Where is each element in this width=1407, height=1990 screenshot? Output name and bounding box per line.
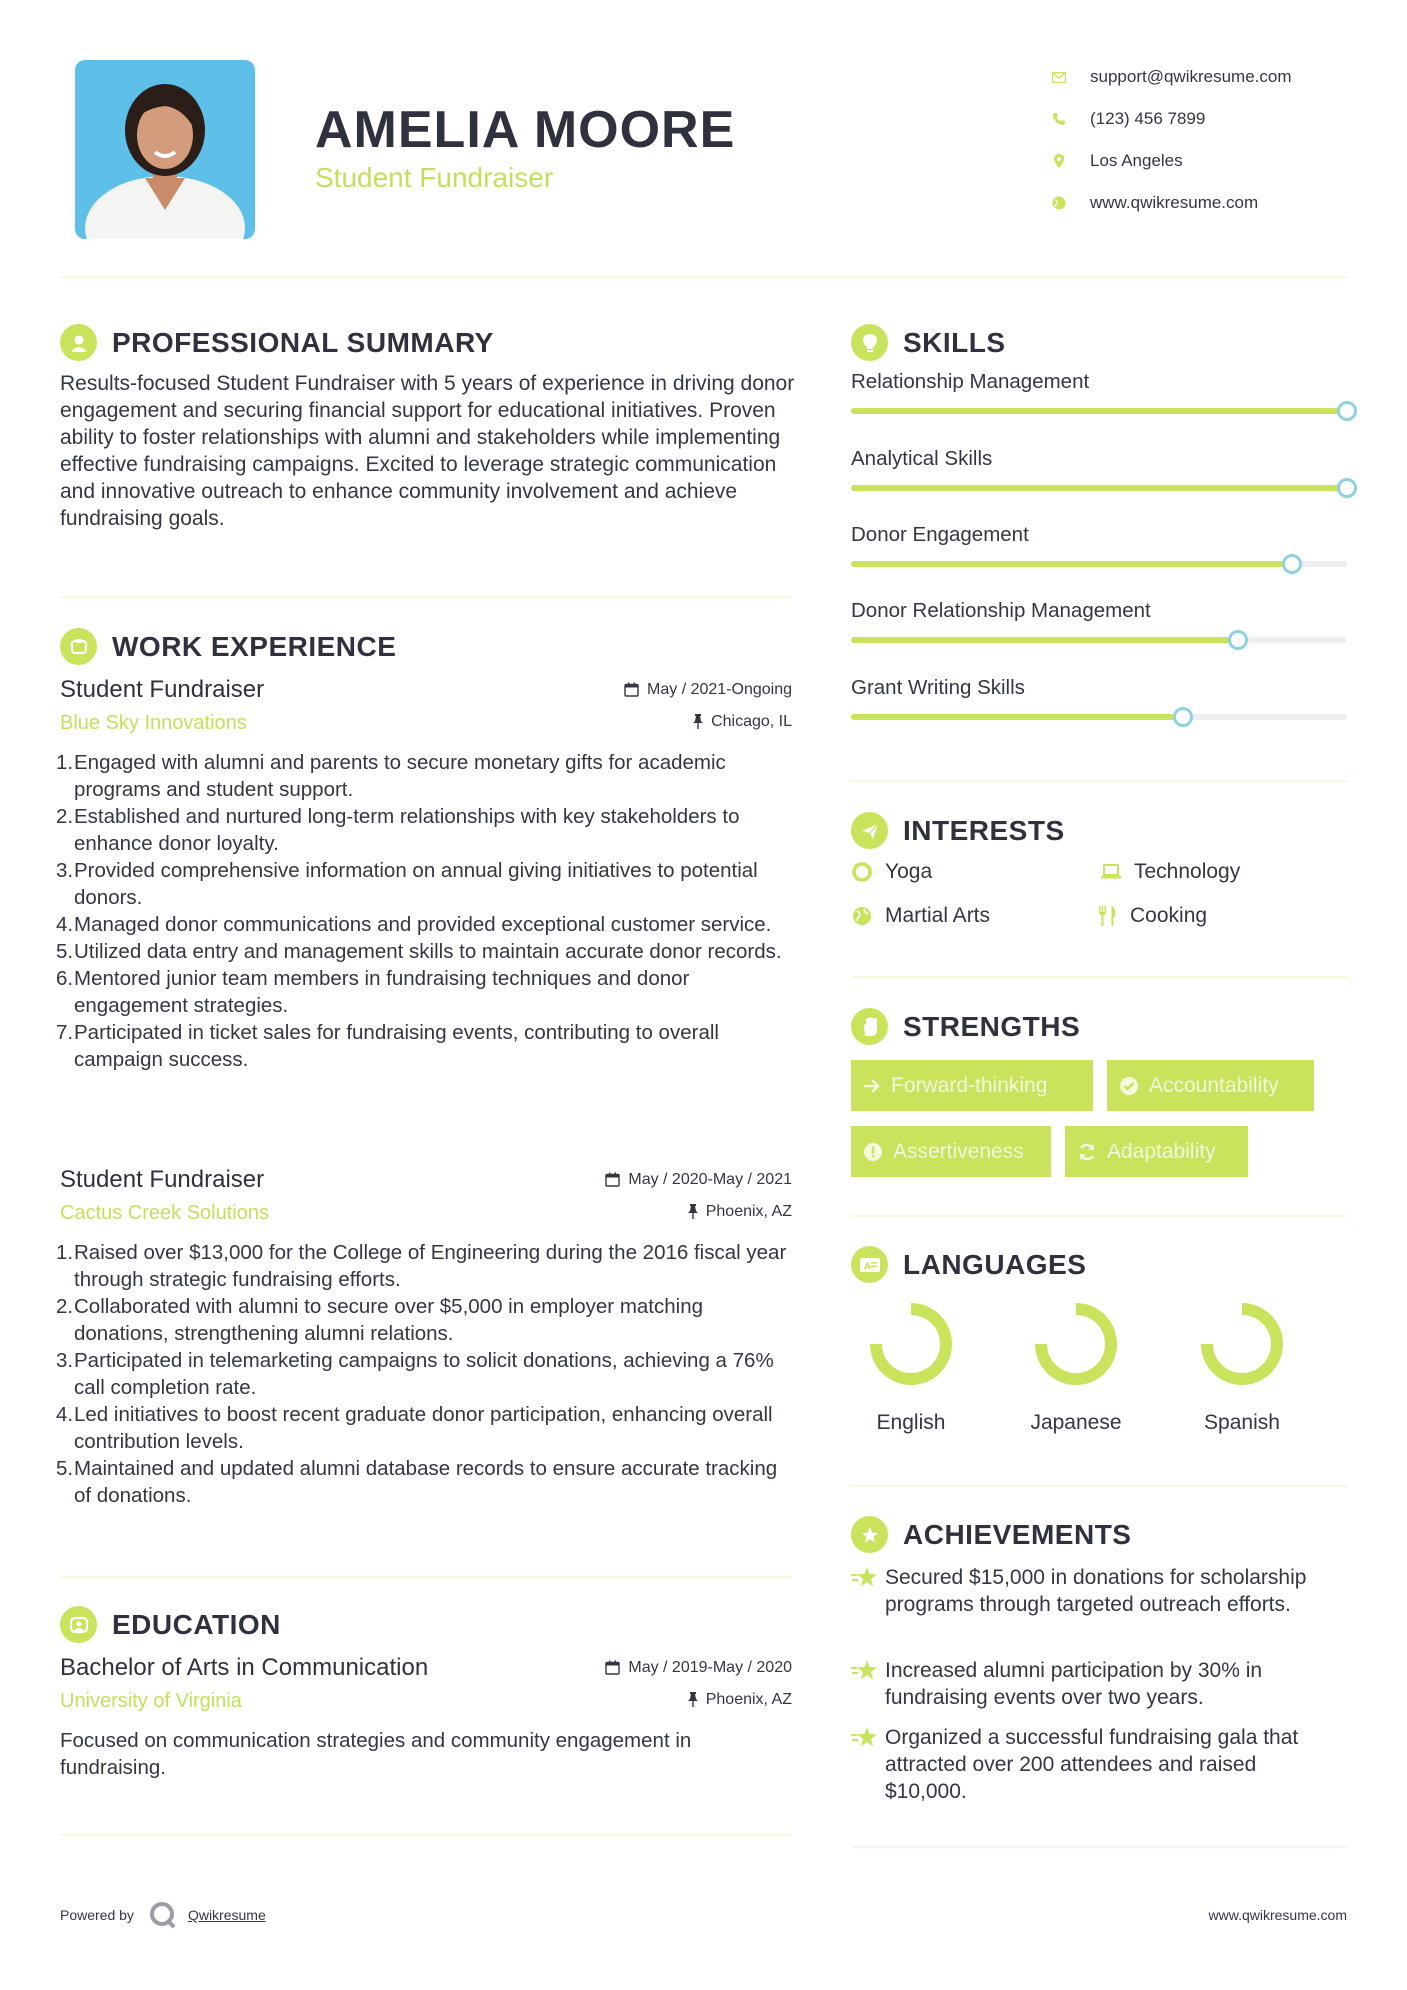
strength-chip bbox=[1065, 1126, 1248, 1177]
header-divider bbox=[60, 276, 1348, 278]
job-bullet-list bbox=[56, 749, 792, 1073]
strength-chip bbox=[1107, 1060, 1314, 1111]
strength-label: Adaptability bbox=[1107, 1139, 1216, 1163]
briefcase-icon bbox=[60, 628, 97, 665]
strength-label: Accountability bbox=[1149, 1073, 1279, 1097]
interests-divider bbox=[851, 976, 1348, 978]
job-date-text: May / 2020-May / 2021 bbox=[628, 1170, 792, 1188]
language-label: English bbox=[876, 1411, 946, 1434]
profile-photo bbox=[75, 60, 255, 239]
star-icon bbox=[851, 1564, 885, 1618]
calendar-icon bbox=[605, 1172, 620, 1187]
education-location bbox=[688, 1691, 792, 1709]
achievement-item bbox=[851, 1564, 1331, 1618]
user-icon bbox=[60, 324, 97, 361]
contact-location-text: Los Angeles bbox=[1090, 151, 1183, 170]
star-badge-icon bbox=[851, 1516, 888, 1553]
contact-list bbox=[1050, 56, 1292, 224]
list-item: 2. Collaborated with alumni to secure over $5,000 in employer matching donations, strengthening alumni relations. bbox=[56, 1295, 704, 1345]
powered-by-text: Powered by bbox=[60, 1907, 134, 1923]
interests-heading: INTERESTS bbox=[903, 814, 1065, 846]
language-item bbox=[851, 1296, 971, 1435]
graduation-icon bbox=[60, 1606, 97, 1643]
list-item: 5. Maintained and updated alumni database records to ensure accurate tracking of donations. bbox=[56, 1457, 778, 1507]
skill-bar-knob bbox=[1173, 707, 1193, 727]
skill-name: Donor Engagement bbox=[851, 523, 1029, 546]
job-bullet-list bbox=[56, 1239, 792, 1509]
skill-bar-knob bbox=[1337, 478, 1357, 498]
interest-label: Technology bbox=[1134, 860, 1241, 883]
summary-heading: PROFESSIONAL SUMMARY bbox=[112, 326, 494, 358]
job-role: Student Fundraiser bbox=[60, 1166, 265, 1193]
job-date bbox=[605, 1171, 792, 1189]
mail-icon bbox=[1050, 68, 1068, 86]
skill-bar bbox=[851, 408, 1347, 414]
skill-name: Grant Writing Skills bbox=[851, 676, 1025, 699]
contact-phone[interactable] bbox=[1050, 98, 1292, 140]
footer-branding bbox=[60, 1900, 266, 1930]
lightbulb-icon bbox=[851, 324, 888, 361]
list-item: 5. Utilized data entry and management skills to maintain accurate donor records. bbox=[56, 940, 782, 963]
skill-item bbox=[851, 676, 1351, 700]
strengths-heading: STRENGTHS bbox=[903, 1010, 1081, 1042]
job-date-text: May / 2021-Ongoing bbox=[647, 680, 792, 698]
skill-bar-fill bbox=[851, 408, 1347, 414]
summary-divider bbox=[60, 596, 792, 598]
exclamation-circle-icon bbox=[863, 1142, 883, 1162]
skill-bar-fill bbox=[851, 561, 1292, 567]
interests-section-header bbox=[851, 812, 1065, 849]
job-role: Student Fundraiser bbox=[60, 676, 265, 703]
list-item: 7. Participated in ticket sales for fundraising events, contributing to overall campaign success. bbox=[56, 1021, 719, 1071]
education-divider bbox=[60, 1834, 792, 1836]
star-icon bbox=[851, 1724, 885, 1805]
job-location-text: Phoenix, AZ bbox=[705, 1202, 792, 1220]
footer-url[interactable]: www.qwikresume.com bbox=[1208, 1907, 1347, 1923]
pushpin-icon bbox=[693, 714, 703, 729]
utensils-icon bbox=[1096, 905, 1118, 927]
contact-website-text: www.qwikresume.com bbox=[1090, 193, 1259, 212]
language-level-ring bbox=[1016, 1296, 1136, 1396]
job-company: Blue Sky Innovations bbox=[60, 712, 247, 734]
qwikresume-link[interactable]: Qwikresume bbox=[187, 1907, 266, 1923]
list-item: 1. Raised over $13,000 for the College of Engineering during the 2016 fiscal year through strategic fundraising efforts. bbox=[56, 1241, 787, 1291]
lifebuoy-icon bbox=[851, 861, 873, 883]
experience-divider bbox=[60, 1576, 792, 1578]
skill-name: Analytical Skills bbox=[851, 447, 993, 470]
job-location-text: Chicago, IL bbox=[711, 712, 792, 730]
calendar-icon bbox=[605, 1660, 620, 1675]
strength-chip bbox=[851, 1060, 1093, 1111]
language-label: Japanese bbox=[1030, 1411, 1122, 1434]
skill-item bbox=[851, 370, 1351, 394]
skill-bar bbox=[851, 637, 1347, 643]
skill-item bbox=[851, 523, 1351, 547]
education-section-header bbox=[60, 1606, 281, 1643]
contact-website[interactable] bbox=[1050, 182, 1292, 224]
laptop-icon bbox=[1100, 861, 1122, 883]
skill-name: Donor Relationship Management bbox=[851, 599, 1151, 622]
contact-email-text: support@qwikresume.com bbox=[1090, 67, 1292, 86]
list-item: 4. Managed donor communications and provided exceptional customer service. bbox=[56, 913, 772, 936]
languages-section-header bbox=[851, 1246, 1086, 1283]
language-item bbox=[1016, 1296, 1136, 1435]
list-item: 4. Led initiatives to boost recent graduate donor participation, enhancing overall contribution levels. bbox=[56, 1403, 773, 1453]
svg-text:A: A bbox=[863, 1261, 871, 1272]
strengths-section-header bbox=[851, 1008, 1080, 1045]
experience-heading: WORK EXPERIENCE bbox=[112, 630, 397, 662]
strength-label: Assertiveness bbox=[893, 1139, 1024, 1163]
experience-section-header bbox=[60, 628, 396, 665]
strengths-divider bbox=[851, 1215, 1348, 1217]
skills-divider bbox=[851, 780, 1348, 782]
job-company: Cactus Creek Solutions bbox=[60, 1202, 269, 1224]
list-item: 2. Established and nurtured long-term relationships with key stakeholders to enhance donor loyalty. bbox=[56, 805, 740, 855]
achievements-section-header bbox=[851, 1516, 1131, 1553]
skills-heading: SKILLS bbox=[903, 326, 1006, 358]
education-entry bbox=[60, 1654, 792, 1781]
interest-item bbox=[1100, 860, 1240, 884]
interest-label: Yoga bbox=[885, 860, 933, 883]
skill-item bbox=[851, 447, 1351, 471]
calendar-icon bbox=[624, 682, 639, 697]
interest-label: Cooking bbox=[1130, 904, 1208, 927]
achievement-text: Increased alumni participation by 30% in fundraising events over two years. bbox=[885, 1659, 1263, 1709]
skill-bar-fill bbox=[851, 637, 1238, 643]
school-name: University of Virginia bbox=[60, 1690, 242, 1712]
interest-label: Martial Arts bbox=[885, 904, 991, 927]
education-text: Focused on communication strategies and community engagement in fundraising. bbox=[60, 1729, 692, 1779]
strength-label: Forward-thinking bbox=[891, 1073, 1048, 1097]
interest-item bbox=[851, 860, 932, 884]
degree-name: Bachelor of Arts in Communication bbox=[60, 1654, 429, 1681]
language-level-ring bbox=[1182, 1296, 1302, 1396]
language-label: Spanish bbox=[1204, 1411, 1280, 1434]
education-location-text: Phoenix, AZ bbox=[705, 1690, 792, 1708]
arrow-right-icon bbox=[863, 1078, 881, 1094]
skill-bar-knob bbox=[1337, 401, 1357, 421]
list-item: 3. Participated in telemarketing campaigns to solicit donations, achieving a 76% call completion rate. bbox=[56, 1349, 774, 1399]
skill-item bbox=[851, 599, 1351, 623]
interest-item bbox=[851, 904, 990, 928]
education-date-text: May / 2019-May / 2020 bbox=[628, 1658, 792, 1676]
check-circle-icon bbox=[1119, 1076, 1139, 1096]
skill-bar-fill bbox=[851, 714, 1183, 720]
job-date bbox=[624, 681, 792, 699]
list-item: 3. Provided comprehensive information on annual giving initiatives to potential donors. bbox=[56, 859, 758, 909]
skill-bar-knob bbox=[1282, 554, 1302, 574]
languages-heading: LANGUAGES bbox=[903, 1248, 1087, 1280]
achievements-heading: ACHIEVEMENTS bbox=[903, 1518, 1132, 1550]
skill-name: Relationship Management bbox=[851, 370, 1090, 393]
achievement-text: Secured $15,000 in donations for scholarship programs through targeted outreach efforts. bbox=[885, 1566, 1307, 1616]
paper-plane-icon bbox=[851, 812, 888, 849]
phone-icon bbox=[1050, 110, 1068, 128]
location-pin-icon bbox=[1050, 152, 1068, 170]
strength-chip bbox=[851, 1126, 1051, 1177]
contact-phone-text: (123) 456 7899 bbox=[1090, 109, 1206, 128]
achievement-text: Organized a successful fundraising gala that attracted over 200 attendees and raised $10,000. bbox=[885, 1726, 1299, 1803]
candidate-title: Student Fundraiser bbox=[315, 162, 554, 193]
achievements-divider bbox=[851, 1846, 1348, 1848]
language-level-ring bbox=[851, 1296, 971, 1396]
skill-bar-fill bbox=[851, 485, 1347, 491]
languages-divider bbox=[851, 1485, 1348, 1487]
language-icon bbox=[851, 1246, 888, 1283]
achievement-item bbox=[851, 1657, 1331, 1711]
job-entry bbox=[56, 676, 792, 1073]
summary-section-header bbox=[60, 324, 494, 361]
job-location bbox=[693, 713, 792, 731]
skills-section-header bbox=[851, 324, 1006, 361]
contact-location bbox=[1050, 140, 1292, 182]
skill-bar bbox=[851, 714, 1347, 720]
candidate-name: AMELIA MOORE bbox=[315, 101, 736, 159]
education-heading: EDUCATION bbox=[112, 1608, 281, 1640]
hand-icon bbox=[851, 1008, 888, 1045]
language-item bbox=[1182, 1296, 1302, 1435]
education-date bbox=[605, 1659, 792, 1677]
star-icon bbox=[851, 1657, 885, 1711]
summary-text: Results-focused Student Fundraiser with 5 years of experience in driving donor engagement and securing financial support for educational initiatives. Proven ability to foster relationships with alumni and stakeholders while implementing effective fundraising campaigns. Excited to leverage strategic communication and innovative outreach to enhance community involvement and achieve fundraising goals. bbox=[60, 372, 795, 530]
interest-item bbox=[1096, 904, 1207, 928]
refresh-icon bbox=[1077, 1142, 1097, 1162]
globe-icon bbox=[1050, 194, 1068, 212]
globe-icon bbox=[851, 905, 873, 927]
skill-bar bbox=[851, 485, 1347, 491]
list-item: 1. Engaged with alumni and parents to secure monetary gifts for academic programs and student support. bbox=[56, 751, 726, 801]
achievement-item bbox=[851, 1724, 1331, 1805]
qwikresume-logo-icon bbox=[148, 1900, 178, 1930]
job-entry bbox=[56, 1166, 792, 1509]
skill-bar bbox=[851, 561, 1347, 567]
skill-bar-knob bbox=[1228, 630, 1248, 650]
job-location bbox=[688, 1203, 792, 1221]
pushpin-icon bbox=[688, 1204, 698, 1219]
pushpin-icon bbox=[688, 1692, 698, 1707]
contact-email[interactable] bbox=[1050, 56, 1292, 98]
list-item: 6. Mentored junior team members in fundraising techniques and donor engagement strategies. bbox=[56, 967, 690, 1017]
